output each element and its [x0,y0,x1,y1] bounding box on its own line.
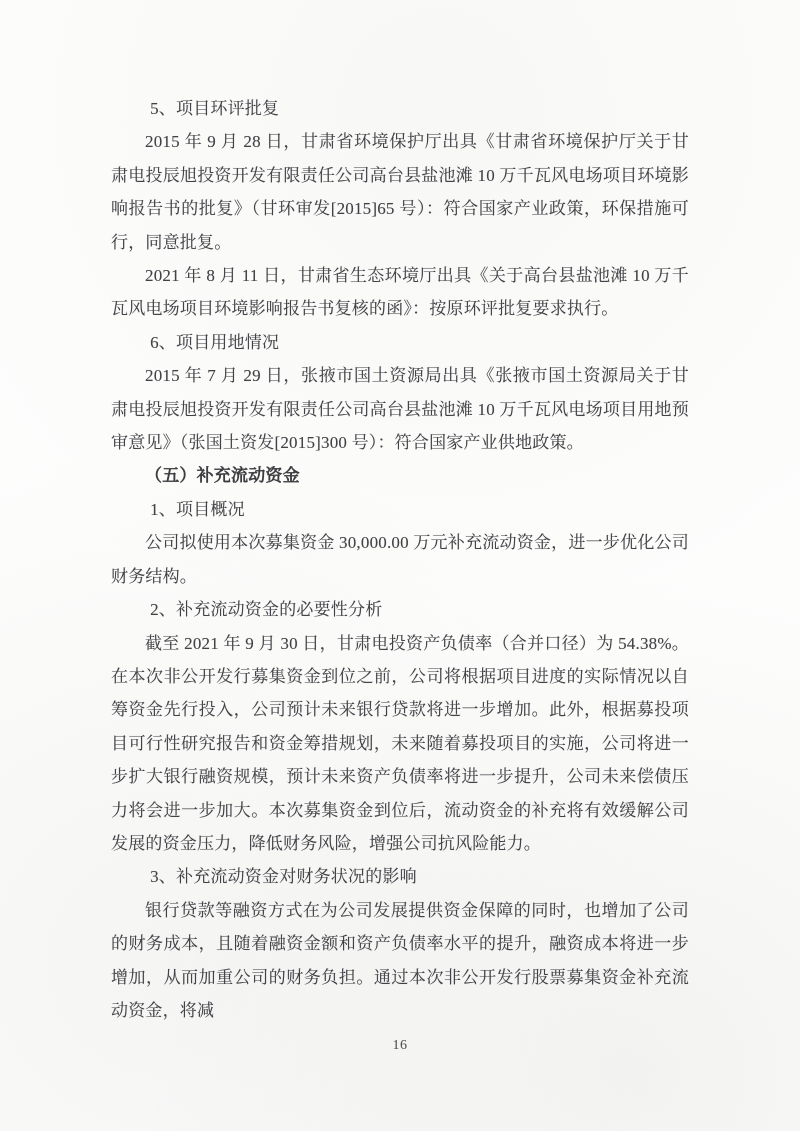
page-number: 16 [392,1038,408,1053]
body-paragraph-financial-impact: 银行贷款等融资方式在为公司发展提供资金保障的同时，也增加了公司的财务成本，且随着融资金额和资产负债率水平的提升，融资成本将进一步增加，从而加重公司的财务负担。通过本次非公开发行股票募集资金补充流动资金，将减 [111,900,689,1020]
section-subheading-land-use: 6、项目用地情况 [150,332,280,352]
body-paragraph-necessity-analysis: 截至 2021 年 9 月 30 日，甘肃电投资产负债率（合并口径）为 54.38%。在本次非公开发行募集资金到位之前，公司将根据项目进度的实际情况以自筹资金先行投入，公司预计未来银行贷款将进一步增加。此外，根据募投项目可行性研究报告和资金筹措规划，未来随着募投项目的实施，公司将进一步扩大银行融资规模，预计未来资产负债率将进一步提升，公司未来偿债压力将会进一步加大。本次募集资金到位后，流动资金的补充将有效缓解公司发展的资金压力，降低财务风险，增强公司抗风险能力。 [111,633,689,853]
section-subheading-necessity-analysis: 2、补充流动资金的必要性分析 [150,600,383,620]
body-paragraph-land-use-2015: 2015 年 7 月 29 日，张掖市国土资源局出具《张掖市国土资源局关于甘肃电投辰旭投资开发有限责任公司高台县盐池滩 10 万千瓦风电场项目用地预审意见》（张国土资发[2015]300 号）：符合国家产业供地政策。 [111,366,689,453]
body-paragraph-env-review-2021: 2021 年 8 月 11 日，甘肃省生态环境厅出具《关于高台县盐池滩 10 万千瓦风电场项目环境影响报告书复核的函》：按原环评批复要求执行。 [111,266,689,319]
section-subheading-financial-impact: 3、补充流动资金对财务状况的影响 [150,867,417,887]
section-heading-working-capital: （五）补充流动资金 [145,466,300,486]
section-subheading-env-approval: 5、项目环评批复 [150,99,280,118]
document-body [111,92,689,1027]
body-paragraph-env-approval-2015: 2015 年 9 月 28 日，甘肃省环境保护厅出具《甘肃省环境保护厅关于甘肃电投辰旭投资开发有限责任公司高台县盐池滩 10 万千瓦风电场项目环境影响报告书的批复》（甘环审发[2015]65 号）：符合国家产业政策，环保措施可行，同意批复。 [111,132,689,252]
section-subheading-project-overview: 1、项目概况 [150,499,245,519]
body-paragraph-project-overview: 公司拟使用本次募集资金 30,000.00 万元补充流动资金，进一步优化公司财务结构。 [111,533,689,586]
